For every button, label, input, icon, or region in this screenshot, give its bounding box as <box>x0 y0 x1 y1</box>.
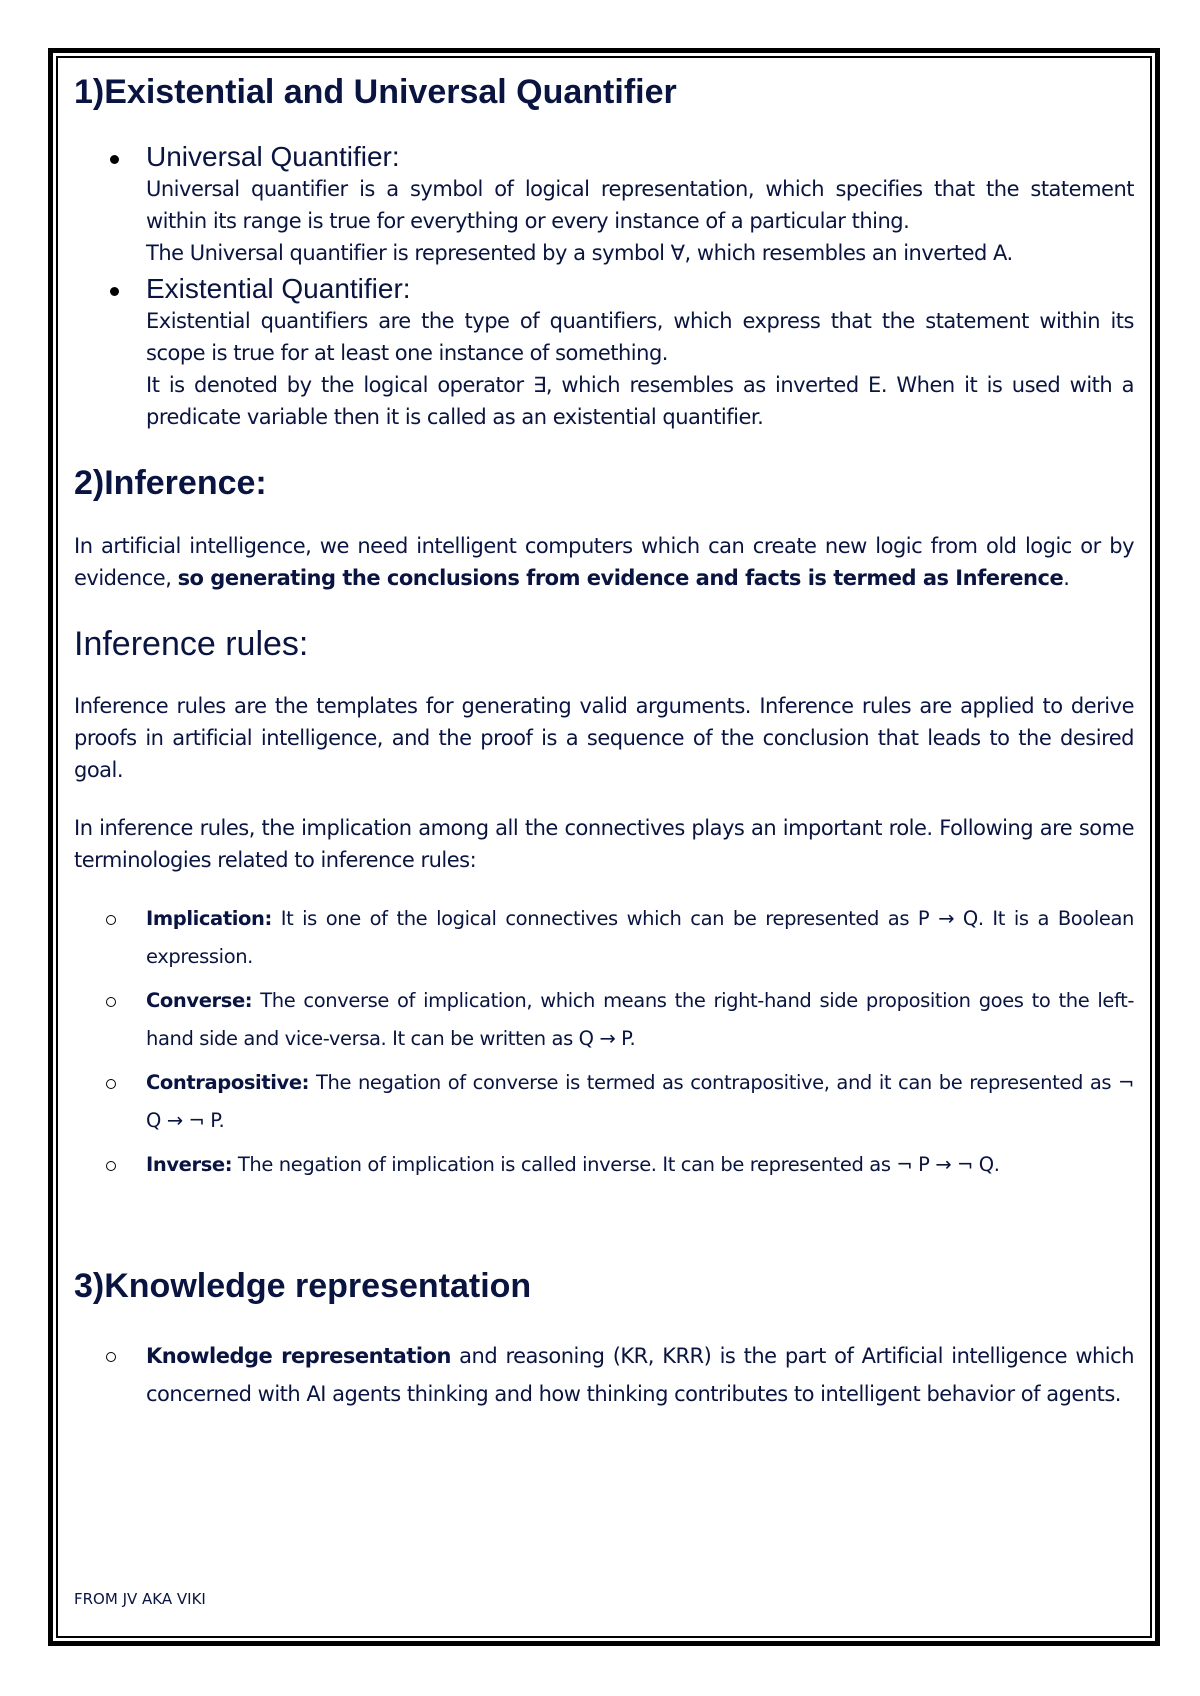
term-label: Implication: <box>146 907 272 931</box>
term-inverse <box>74 1146 1134 1184</box>
term-implication <box>74 900 1134 976</box>
term-description: The converse of implication, which means the right-hand side proposition goes to the left-hand side and vice-versa. It can be written as Q → P. <box>146 989 1134 1051</box>
existential-quantifier-text-2: It is denoted by the logical operator ∃, which resembles as inverted E. When it is used with a predicate variable then it is called as an existential quantifier. <box>146 372 1134 429</box>
section-3-title: 3)Knowledge representation <box>74 1267 532 1306</box>
existential-quantifier-heading: Existential Quantifier: <box>146 272 411 304</box>
terminology-list <box>74 900 1134 1184</box>
inference-rules-paragraph-2: In inference rules, the implication among all the connectives plays an important role. Following are some terminologies related to inference rules: <box>74 816 1134 873</box>
bullet-icon <box>110 287 119 296</box>
term-label: Contrapositive: <box>146 1071 310 1095</box>
term-description: The negation of implication is called inverse. It can be represented as ¬ P → ¬ Q. <box>232 1153 1000 1177</box>
universal-quantifier-text-1: Universal quantifier is a symbol of logical representation, which specifies that the statement within its range is true for everything or every instance of a particular thing. <box>146 176 1134 233</box>
term-description: The negation of converse is termed as contrapositive, and it can be represented as ¬ Q → ¬ P. <box>146 1071 1134 1133</box>
inference-definition: so generating the conclusions from evidence and facts is termed as Inference <box>177 565 1064 590</box>
document-body <box>74 70 1134 1413</box>
term-description: It is one of the logical connectives which can be represented as P → Q. It is a Boolean expression. <box>146 907 1134 969</box>
circle-bullet-icon <box>106 997 116 1007</box>
bullet-icon <box>110 155 119 164</box>
existential-quantifier-item <box>74 271 1134 433</box>
inference-rules-title: Inference rules: <box>74 624 309 663</box>
inference-intro-end: . <box>1063 565 1070 590</box>
circle-bullet-icon <box>106 1352 116 1362</box>
circle-bullet-icon <box>106 1079 116 1089</box>
section-1-title: 1)Existential and Universal Quantifier <box>74 73 677 111</box>
universal-quantifier-heading: Universal Quantifier: <box>146 140 400 172</box>
existential-quantifier-text-1: Existential quantifiers are the type of quantifiers, which express that the statement within its scope is true for at least one instance of something. <box>146 308 1134 365</box>
universal-quantifier-text-2: The Universal quantifier is represented by a symbol ∀, which resembles an inverted A. <box>146 240 1013 265</box>
footer-text: FROM JV AKA VIKI <box>74 1590 206 1608</box>
circle-bullet-icon <box>106 1161 116 1171</box>
term-label: Converse: <box>146 989 253 1013</box>
circle-bullet-icon <box>106 915 116 925</box>
inference-intro-text: In artificial intelligence, we need intelligent computers which can create new logic from old logic or by evidence, <box>74 533 1134 590</box>
knowledge-representation-term: Knowledge representation <box>146 1344 451 1369</box>
inference-intro <box>74 530 1134 594</box>
knowledge-representation-item <box>74 1337 1134 1413</box>
inference-rules-paragraph-1: Inference rules are the templates for generating valid arguments. Inference rules are applied to derive proofs in artificial intelligence, and the proof is a sequence of the conclusion that leads to the desired goal. <box>74 694 1134 783</box>
knowledge-representation-description: and reasoning (KR, KRR) is the part of Artificial intelligence which concerned with AI agents thinking and how thinking contributes to intelligent behavior of agents. <box>146 1344 1134 1407</box>
term-converse <box>74 982 1134 1058</box>
term-label: Inverse: <box>146 1153 233 1177</box>
universal-quantifier-item <box>74 139 1134 269</box>
term-contrapositive <box>74 1064 1134 1140</box>
section-2-title: 2)Inference: <box>74 463 267 502</box>
